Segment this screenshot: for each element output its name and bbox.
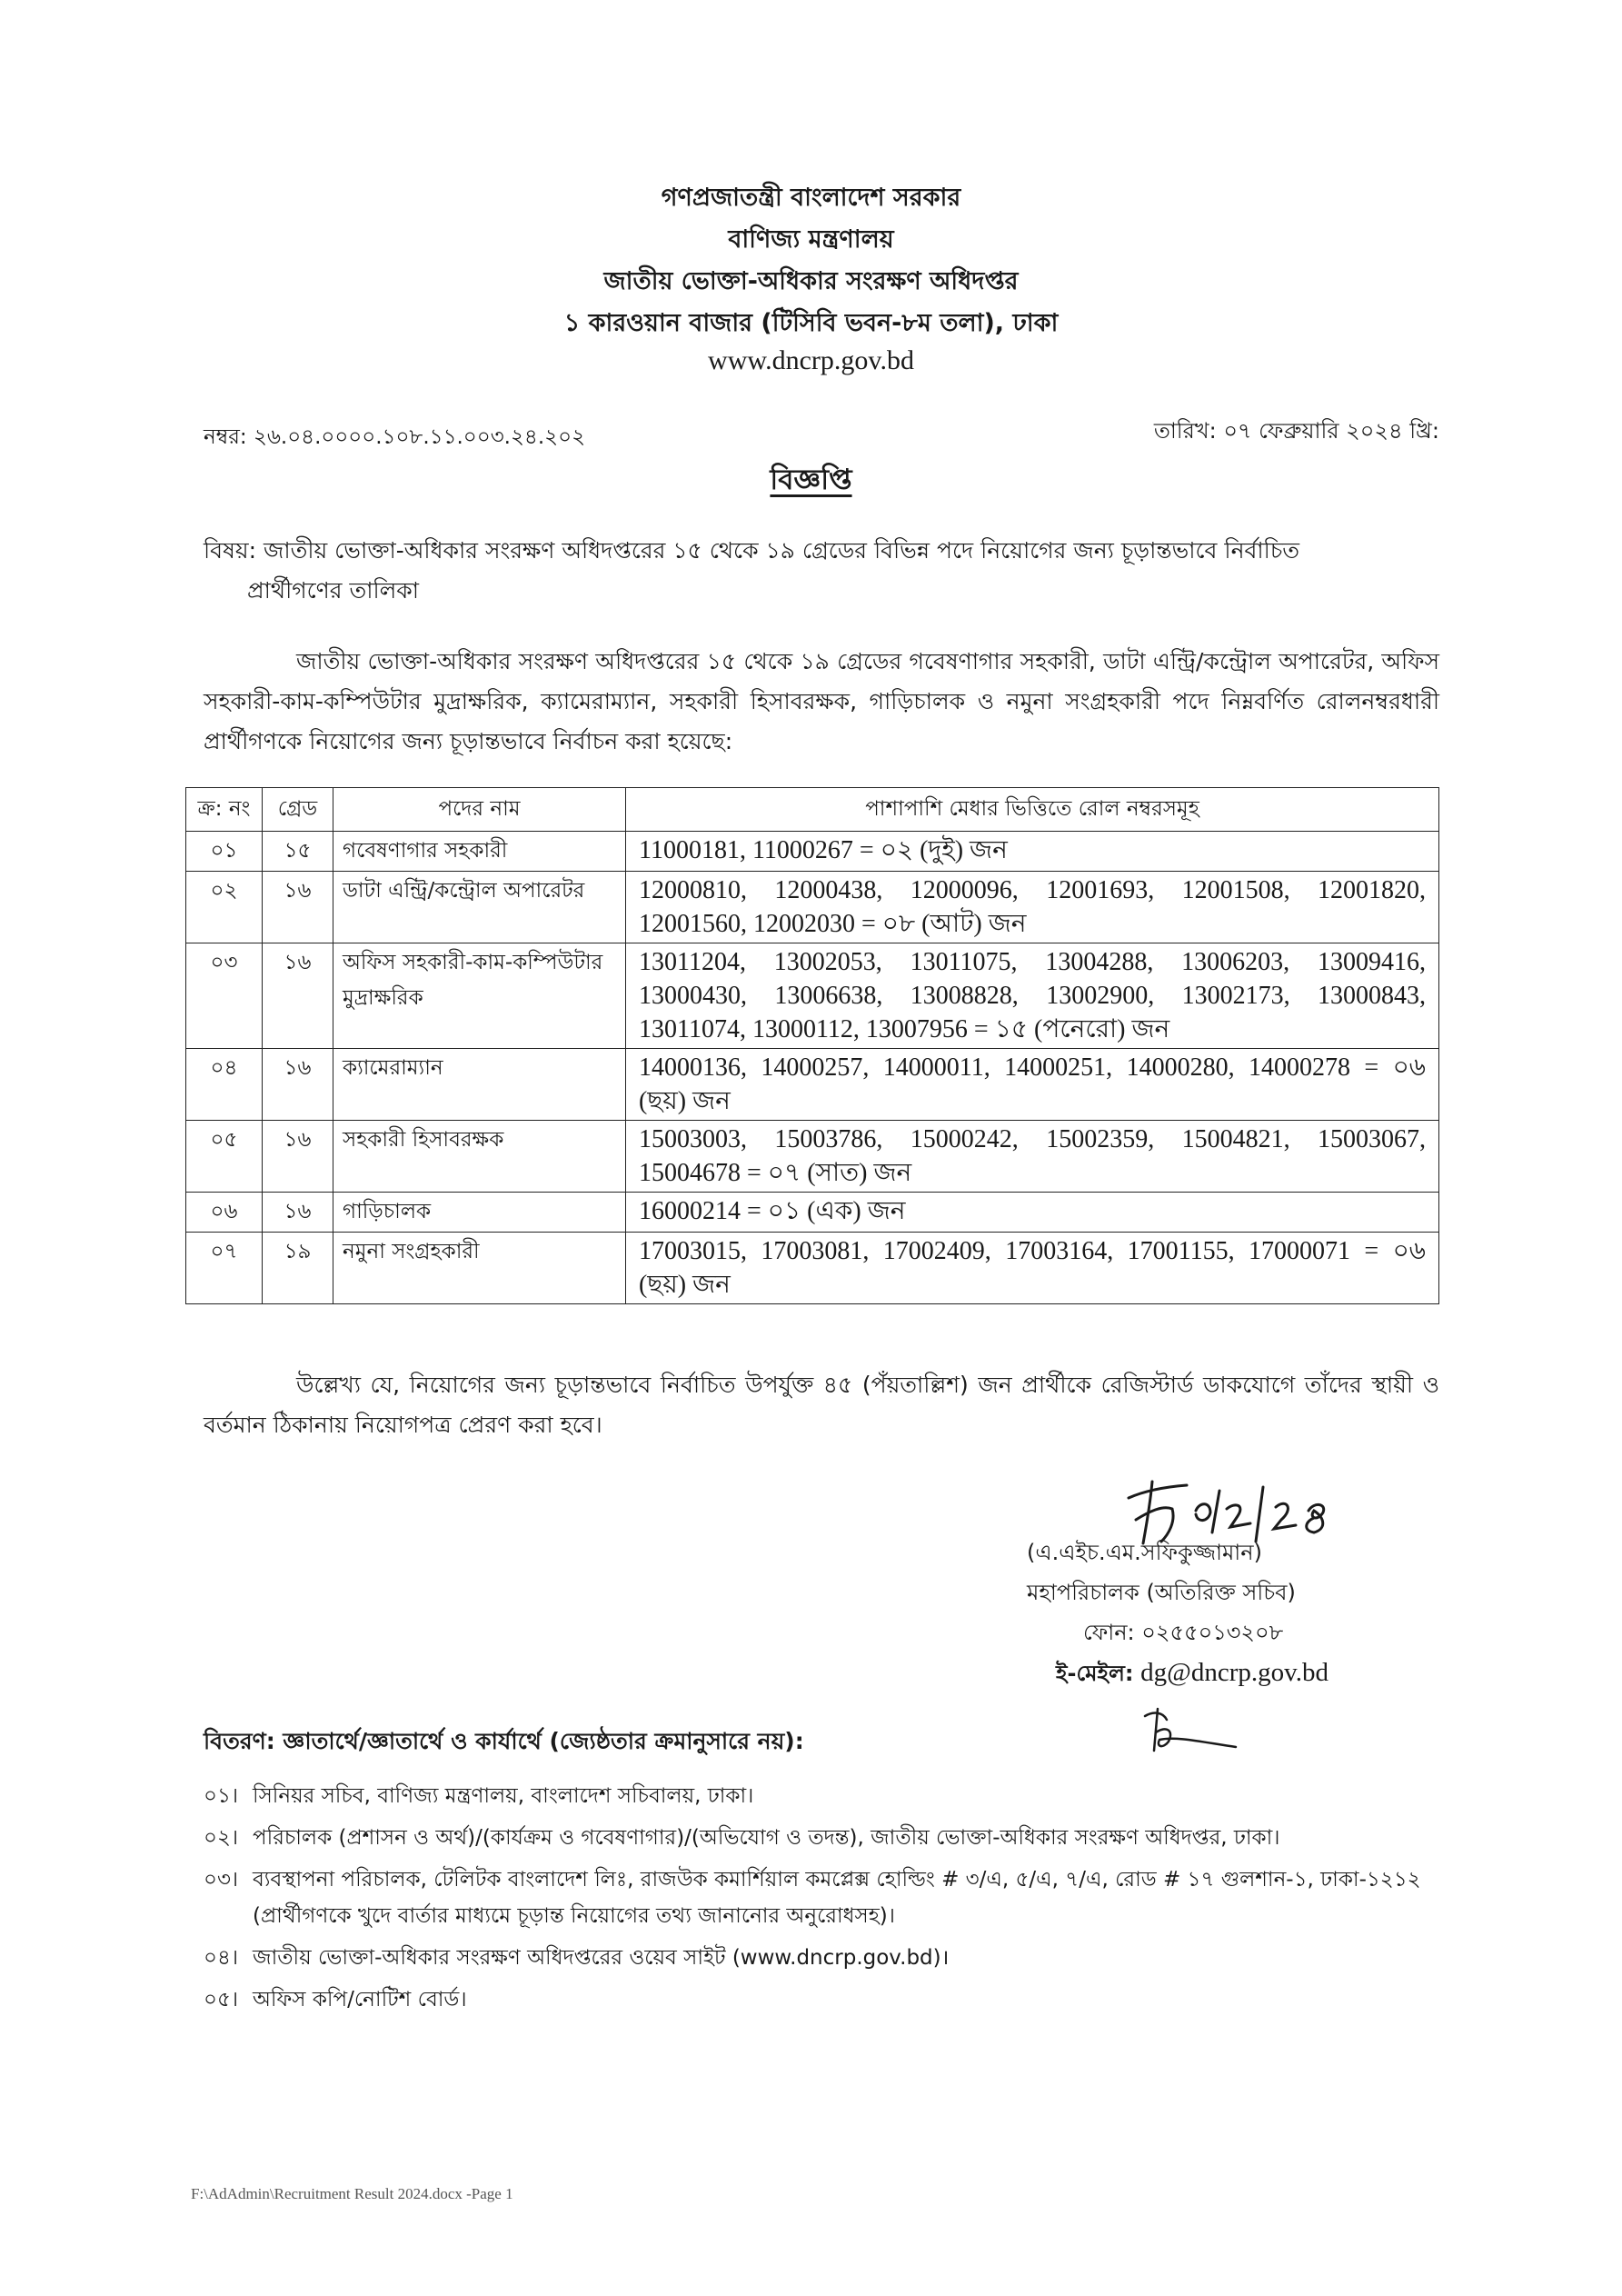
subject-text: জাতীয় ভোক্তা-অধিকার সংরক্ষণ অধিদপ্তরের ১৫ থেকে ১৯ গ্রেডের বিভিন্ন পদে নিয়োগের জন্য চূড়ান্তভাবে নির্বাচিত — [263, 537, 1300, 564]
cell-grade: ১৬ — [263, 1049, 333, 1121]
cell-serial: ০৫ — [186, 1121, 263, 1193]
notice-title-wrap — [0, 458, 1622, 505]
list-item-number: ০৪। — [204, 1946, 239, 1970]
signatory-designation: মহাপরিচালক (অতিরিক্ত সচিব) — [1027, 1580, 1296, 1605]
table-row — [186, 872, 1439, 943]
cell-serial: ০৩ — [186, 943, 263, 1049]
cell-serial: ০৬ — [186, 1193, 263, 1233]
cell-grade: ১৬ — [263, 943, 333, 1049]
cell-serial: ০২ — [186, 872, 263, 943]
cell-post: নমুনা সংগ্রহকারী — [333, 1233, 626, 1304]
cell-post: গাড়িচালক — [333, 1193, 626, 1233]
list-item-number: ০২। — [204, 1826, 239, 1850]
selection-table — [185, 787, 1439, 1304]
cell-post: ডাটা এন্ট্রি/কন্ট্রোল অপারেটর — [333, 872, 626, 943]
office-address: ১ কারওয়ান বাজার (টিসিবি ভবন-৮ম তলা), ঢাকা — [563, 309, 1059, 337]
signatory-email-line — [1027, 1652, 1328, 1693]
col-rolls: পাশাপাশি মেধার ভিত্তিতে রোল নম্বরসমূহ — [626, 788, 1439, 832]
list-item — [204, 1862, 1448, 1934]
signatory-name: (এ.এইচ.এম.সফিকুজ্জামান) — [1027, 1540, 1262, 1565]
intro-paragraph: জাতীয় ভোক্তা-অধিকার সংরক্ষণ অধিদপ্তরের ১৫ থেকে ১৯ গ্রেডের গবেষণাগার সহকারী, ডাটা এন্ট্রি/কন্ট্রোল অপারেটর, অফিস সহকারী-কাম-কম্পিউটার মুদ্রাক্ষরিক, ক্যামেরাম্যান, সহকারী হিসাবরক্ষক, গাড়িচালক ও নমুনা সংগ্রহকারী পদে নিম্নবর্ণিত রোলনম্বরধারী প্রার্থীগণকে নিয়োগের জন্য চূড়ান্তভাবে নির্বাচন করা হয়েছে: — [204, 648, 1439, 754]
list-item-number: ০৫। — [204, 1988, 239, 2011]
cell-serial: ০৭ — [186, 1233, 263, 1304]
table-row — [186, 1193, 1439, 1233]
department-name: জাতীয় ভোক্তা-অধিকার সংরক্ষণ অধিদপ্তর — [603, 267, 1019, 295]
cell-serial: ০১ — [186, 832, 263, 872]
list-item-number: ০১। — [204, 1784, 239, 1808]
email-label: ই-মেইল: — [1056, 1661, 1134, 1686]
col-grade: গ্রেড — [263, 788, 333, 832]
cell-post: সহকারী হিসাবরক্ষক — [333, 1121, 626, 1193]
table-row — [186, 832, 1439, 872]
email-link[interactable]: dg@dncrp.gov.bd — [1140, 1658, 1328, 1687]
cell-post: ক্যামেরাম্যান — [333, 1049, 626, 1121]
notice-title: বিজ্ঞপ্তি — [770, 464, 852, 496]
signature-block — [1027, 1532, 1328, 1693]
signatory-phone: ফোন: ০২৫৫০১৩২০৮ — [1083, 1620, 1284, 1645]
ministry-name: বাণিজ্য মন্ত্রণালয় — [728, 225, 894, 254]
cell-post: গবেষণাগার সহকারী — [333, 832, 626, 872]
initial-mark — [1136, 1700, 1254, 1763]
govt-name: গণপ্রজাতন্ত্রী বাংলাদেশ সরকার — [661, 184, 961, 212]
memo-number: নম্বর: ২৬.০৪.০০০০.১০৮.১১.০০৩.২৪.২০২ — [204, 425, 586, 449]
cell-grade: ১৫ — [263, 832, 333, 872]
subject-line-1 — [204, 533, 1299, 572]
list-item — [204, 1820, 1448, 1856]
table-row — [186, 943, 1439, 1049]
cell-rolls: 13011204, 13002053, 13011075, 13004288, 13006203, 13009416, 13000430, 13006638, 13008828, 13002900, 13002173, 13000843, 13011074, 13000112, 13007956 = ১৫ (পনেরো) জন — [626, 943, 1439, 1049]
website-link[interactable]: www.dncrp.gov.bd — [708, 345, 914, 375]
memo-date: তারিখ: ০৭ ফেব্রুয়ারি ২০২৪ খ্রি: — [1153, 418, 1439, 444]
cell-grade: ১৬ — [263, 1121, 333, 1193]
distribution-title: বিতরণ: জ্ঞাতার্থে/জ্ঞাতার্থে ও কার্যার্থে (জ্যেষ্ঠতার ক্রমানুসারে নয়): — [204, 1728, 804, 1754]
cell-rolls: 17003015, 17003081, 17002409, 17003164, 17001155, 17000071 = ০৬ (ছয়) জন — [626, 1233, 1439, 1304]
cell-serial: ০৪ — [186, 1049, 263, 1121]
distribution-list — [204, 1778, 1448, 2018]
list-item-text: জাতীয় ভোক্তা-অধিকার সংরক্ষণ অধিদপ্তরের ওয়েব সাইট (www.dncrp.gov.bd)। — [253, 1946, 950, 1970]
list-item-text: পরিচালক (প্রশাসন ও অর্থ)/(কার্যক্রম ও গবেষণাগার)/(অভিযোগ ও তদন্ত), জাতীয় ভোক্তা-অধিকার সংরক্ষণ অধিদপ্তর, ঢাকা। — [253, 1826, 1280, 1850]
cell-rolls: 14000136, 14000257, 14000011, 14000251, 14000280, 14000278 = ০৬ (ছয়) জন — [626, 1049, 1439, 1121]
list-item-text: সিনিয়র সচিব, বাণিজ্য মন্ত্রণালয়, বাংলাদেশ সচিবালয়, ঢাকা। — [253, 1784, 754, 1808]
col-serial: ক্র: নং — [186, 788, 263, 832]
table-row — [186, 1233, 1439, 1304]
table-header-row — [186, 788, 1439, 832]
file-path-footer: F:\AdAdmin\Recruitment Result 2024.docx -Page 1 — [191, 2185, 513, 2202]
list-item — [204, 1940, 1448, 1976]
list-item-text: অফিস কপি/নোটিশ বোর্ড। — [253, 1988, 467, 2011]
table-row — [186, 1049, 1439, 1121]
subject-label: বিষয়: — [204, 537, 257, 564]
cell-grade: ১৯ — [263, 1233, 333, 1304]
cell-grade: ১৬ — [263, 1193, 333, 1233]
cell-post: অফিস সহকারী-কাম-কম্পিউটার মুদ্রাক্ষরিক — [333, 943, 626, 1049]
note-paragraph: উল্লেখ্য যে, নিয়োগের জন্য চূড়ান্তভাবে নির্বাচিত উপর্যুক্ত ৪৫ (পঁয়তাল্লিশ) জন প্রার্থীকে রেজিস্টার্ড ডাকযোগে তাঁদের স্থায়ী ও বর্তমান ঠিকানায় নিয়োগপত্র প্রেরণ করা হবে। — [204, 1372, 1439, 1438]
cell-rolls: 15003003, 15003786, 15000242, 15002359, 15004821, 15003067, 15004678 = ০৭ (সাত) জন — [626, 1121, 1439, 1193]
cell-rolls: 11000181, 11000267 = ০২ (দুই) জন — [626, 832, 1439, 872]
table-row — [186, 1121, 1439, 1193]
list-item-number: ০৩। — [204, 1868, 239, 1892]
subject-line-2: প্রার্থীগণের তালিকা — [247, 577, 420, 604]
cell-rolls: 16000214 = ০১ (এক) জন — [626, 1193, 1439, 1233]
list-item-text: ব্যবস্থাপনা পরিচালক, টেলিটক বাংলাদেশ লিঃ, রাজউক কমার্শিয়াল কমপ্লেক্স হোল্ডিং # ৩/এ, ৫/এ, ৭/এ, রোড # ১৭ গুলশান-১, ঢাকা-১২১২ (প্রার্থীগণকে খুদে বার্তার মাধ্যমে চূড়ান্ত নিয়োগের তথ্য জানানোর অনুরোধসহ)। — [253, 1868, 1421, 1928]
list-item — [204, 1982, 1448, 2018]
col-post: পদের নাম — [333, 788, 626, 832]
cell-rolls: 12000810, 12000438, 12000096, 12001693, 12001508, 12001820, 12001560, 12002030 = ০৮ (আট) জন — [626, 872, 1439, 943]
list-item — [204, 1778, 1448, 1814]
cell-grade: ১৬ — [263, 872, 333, 943]
